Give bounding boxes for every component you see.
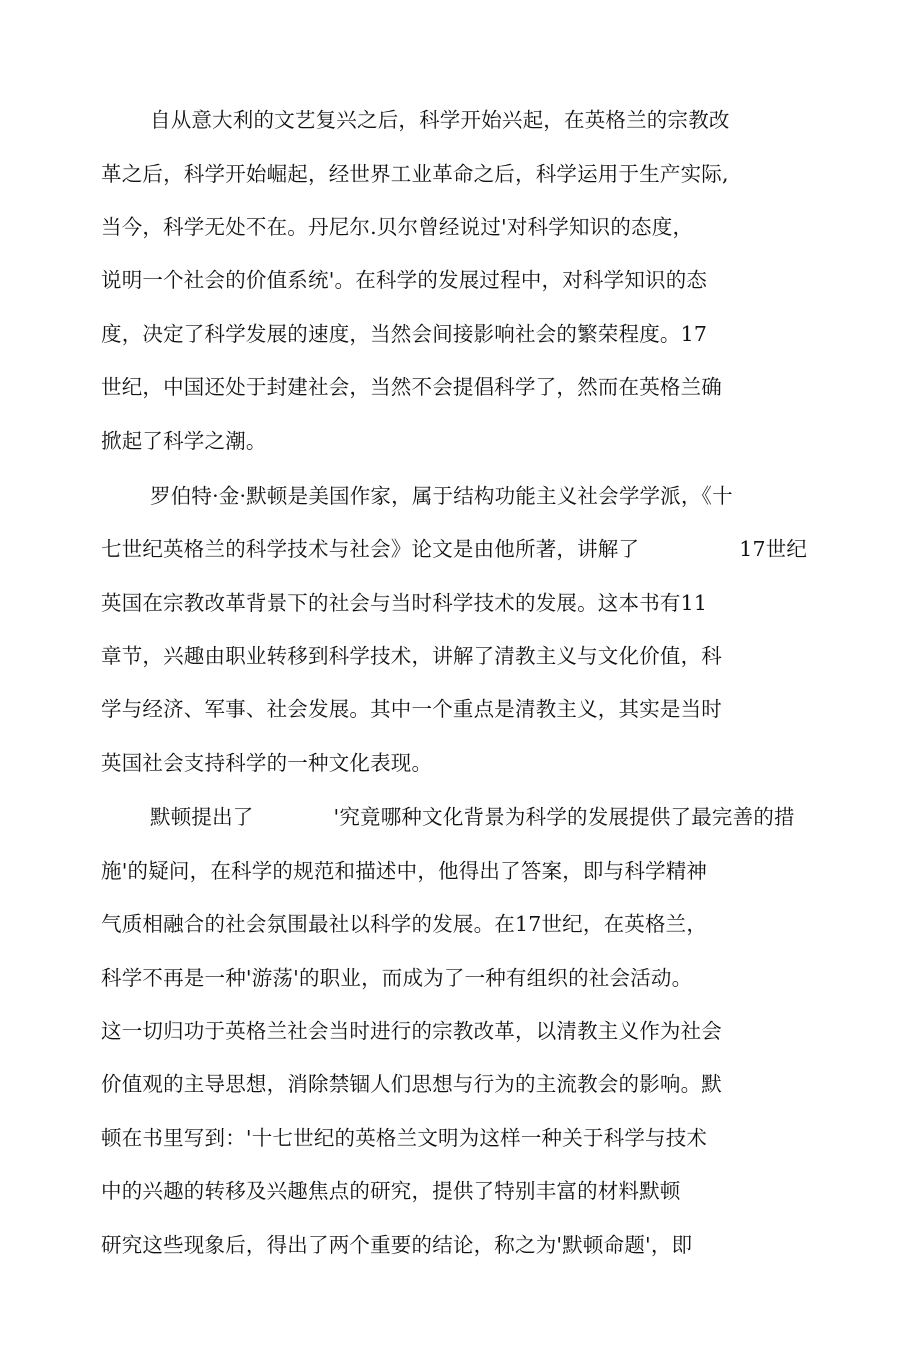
paragraph-3-line-1 (150, 804, 795, 830)
paragraph-1-line-3: 当今，科学无处不在。丹尼尔.贝尔曾经说过'对科学知识的态度， (101, 215, 694, 239)
paragraph-2-line-6: 英国社会支持科学的一种文化表现。 (101, 751, 433, 775)
paragraph-2-line-2 (101, 536, 807, 562)
paragraph-1-line-5: 度，决定了科学发展的速度，当然会间接影响社会的繁荣程度。17 (101, 322, 708, 346)
paragraph-2-line-3: 英国在宗教改革背景下的社会与当时科学技术的发展。这本书有11 (101, 591, 708, 615)
paragraph-1-line-6: 世纪，中国还处于封建社会，当然不会提倡科学了，然而在英格兰确 (101, 375, 722, 399)
paragraph-1-line-1: 自从意大利的文艺复兴之后，科学开始兴起，在英格兰的宗教改 (150, 108, 730, 132)
paragraph-3-line-5: 这一切归功于英格兰社会当时进行的宗教改革，以清教主义作为社会 (101, 1019, 722, 1043)
paragraph-3-line-8: 中的兴趣的转移及兴趣焦点的研究，提供了特别丰富的材料默顿 (101, 1179, 681, 1203)
paragraph-3-line-2: 施'的疑问，在科学的规范和描述中，他得出了答案，即与科学精神 (101, 859, 708, 883)
paragraph-3-line-7: 顿在书里写到：'十七世纪的英格兰文明为这样一种关于科学与技术 (101, 1126, 708, 1150)
paragraph-1-line-4: 说明一个社会的价值系统'。在科学的发展过程中，对科学知识的态 (101, 268, 708, 292)
paragraph-2-line-2-tail: 17世纪 (739, 537, 808, 561)
paragraph-3-line-4: 科学不再是一种'游荡'的职业，而成为了一种有组织的社会活动。 (101, 966, 693, 990)
paragraph-2-line-4: 章节，兴趣由职业转移到科学技术，讲解了清教主义与文化价值，科 (101, 644, 722, 668)
paragraph-3-line-1-text: '究竟哪种文化背景为科学的发展提供了最完善的措 (333, 805, 795, 829)
paragraph-2-line-1: 罗伯特·金·默顿是美国作家，属于结构功能主义社会学学派，《十 (150, 484, 733, 508)
paragraph-3-line-9: 研究这些现象后，得出了两个重要的结论，称之为'默顿命题'，即 (101, 1233, 693, 1257)
paragraph-2-line-2-text: 七世纪英格兰的科学技术与社会》论文是由他所著，讲解了 (101, 537, 640, 561)
paragraph-1-line-2: 革之后，科学开始崛起，经世界工业革命之后，科学运用于生产实际, (101, 162, 729, 186)
paragraph-1-line-7: 掀起了科学之潮。 (101, 429, 267, 453)
paragraph-3-line-6: 价值观的主导思想，消除禁锢人们思想与行为的主流教会的影响。默 (101, 1072, 722, 1096)
paragraph-3-line-3: 气质相融合的社会氛围最社以科学的发展。在17世纪，在英格兰， (101, 912, 708, 936)
paragraph-3-line-1-lead: 默顿提出了 (150, 805, 254, 829)
paragraph-2-line-5: 学与经济、军事、社会发展。其中一个重点是清教主义，其实是当时 (101, 697, 722, 721)
